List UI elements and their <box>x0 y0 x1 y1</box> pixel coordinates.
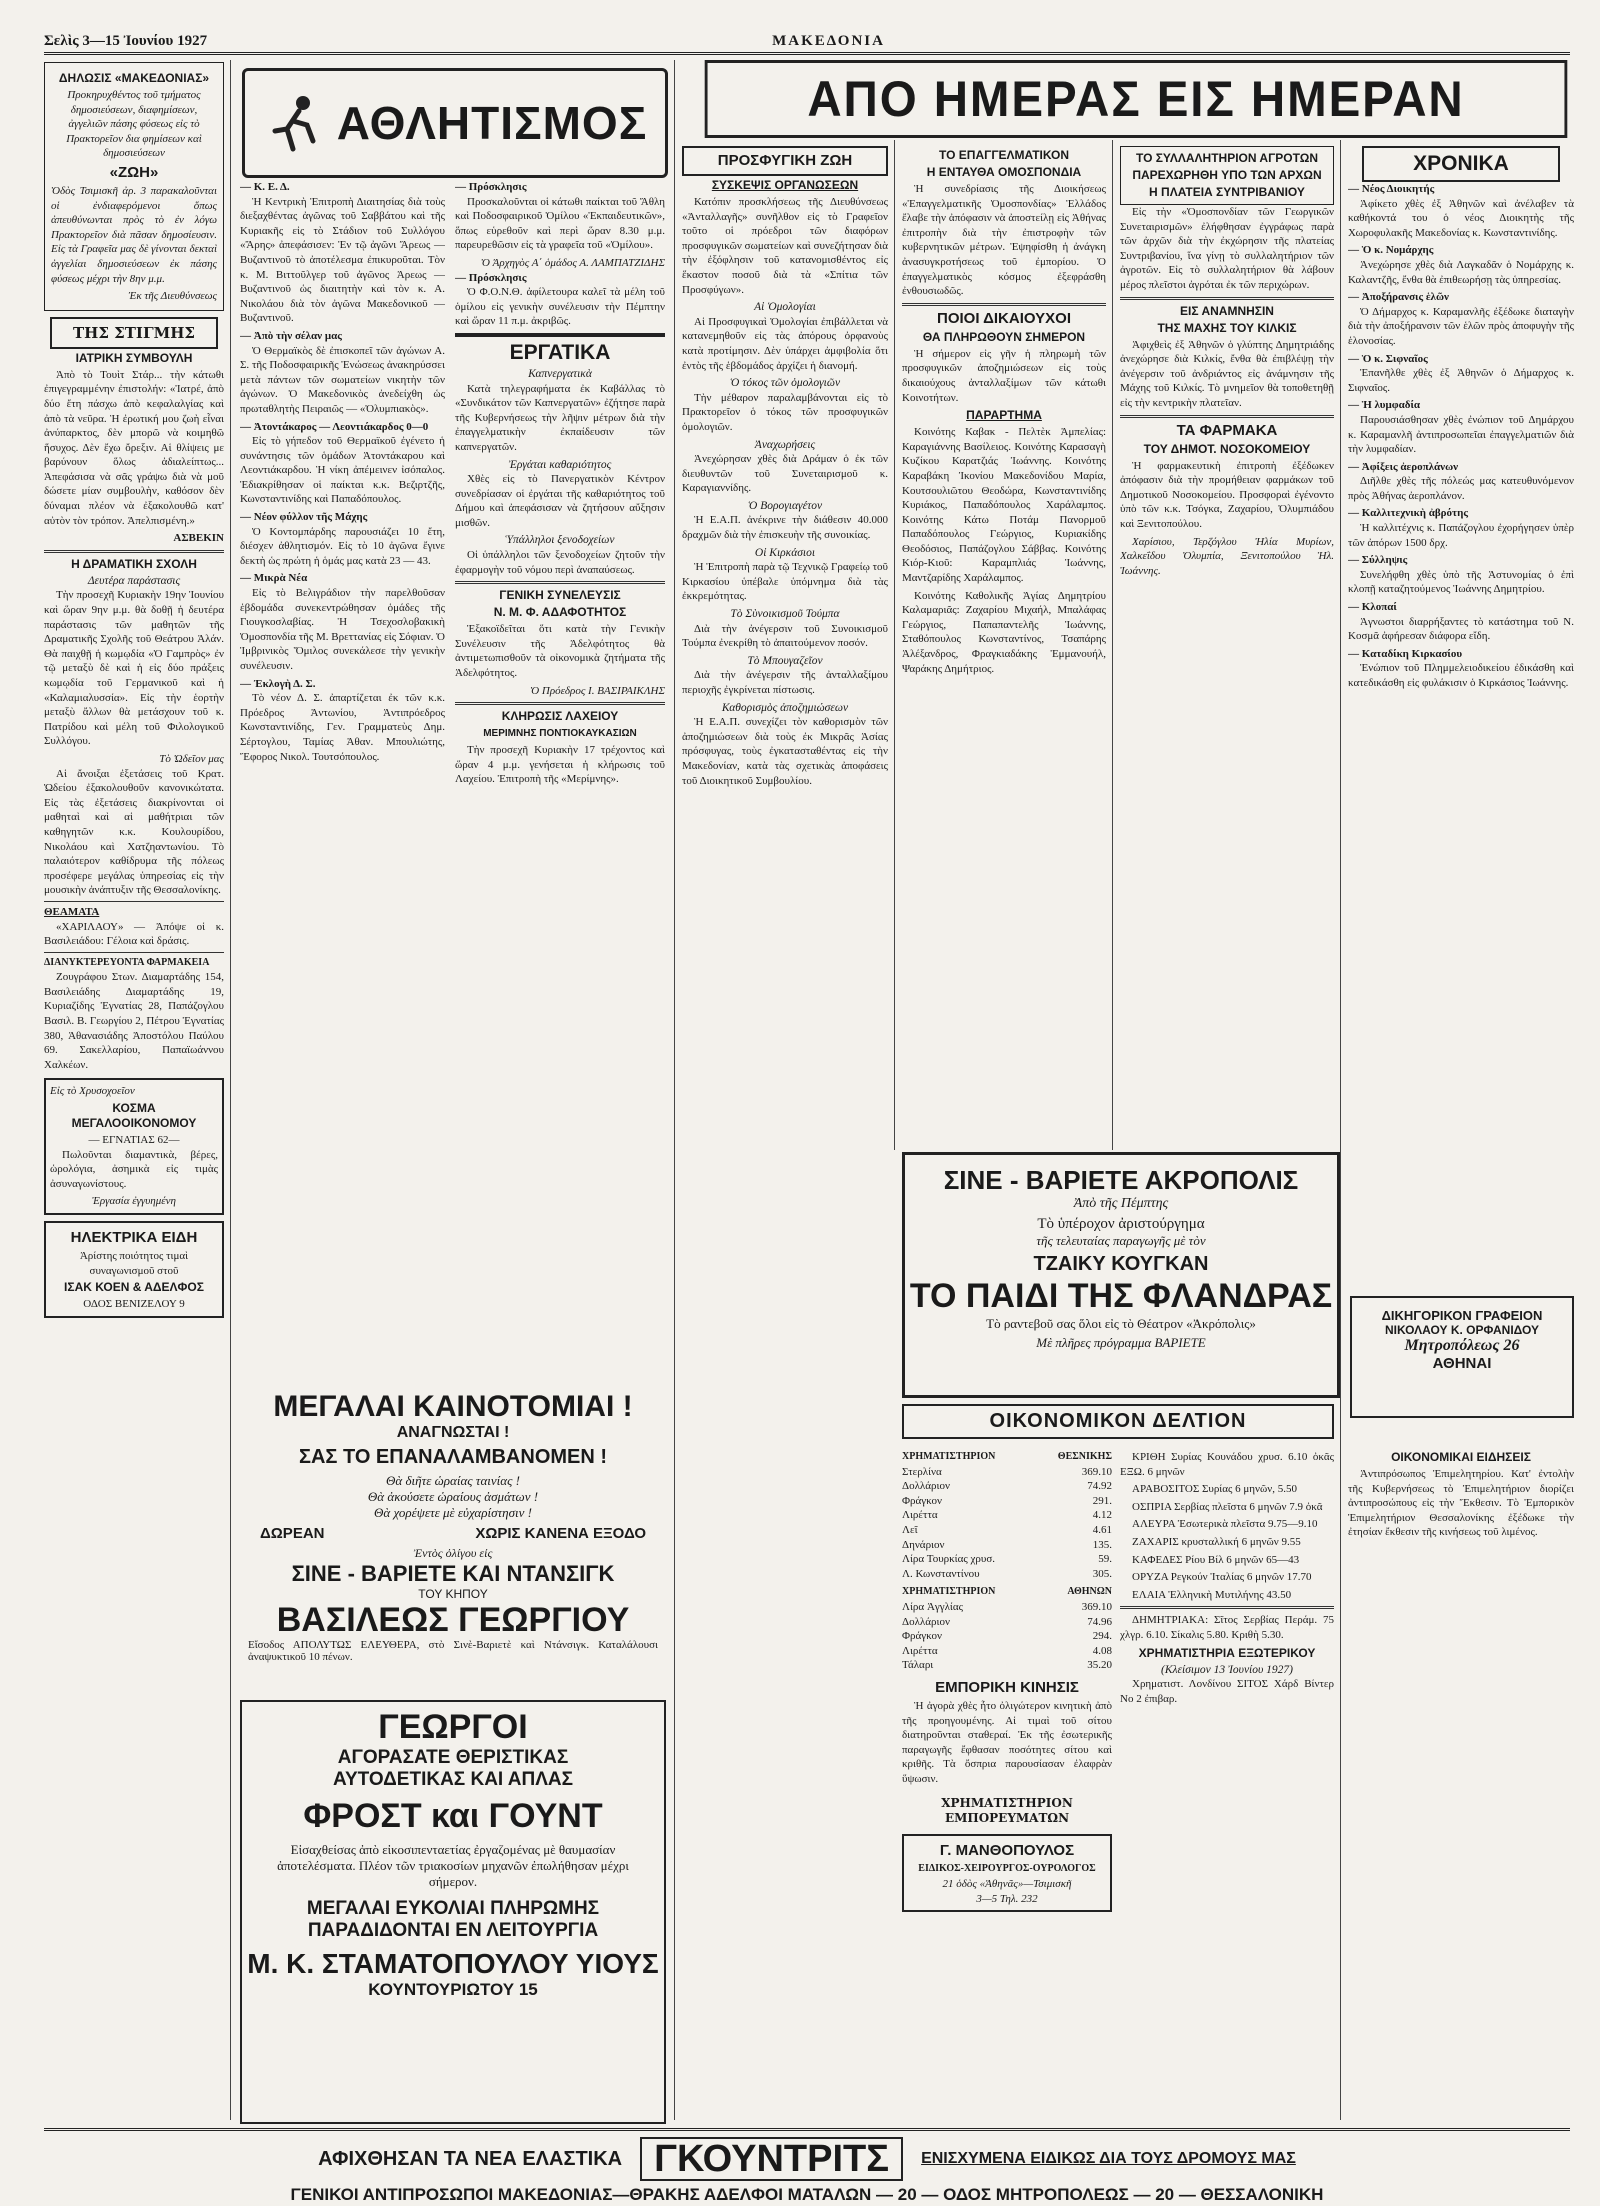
cinema-line: Μὲ πλῆρες πρόγραμμα ΒΑΡΙΕΤΕ <box>1036 1335 1206 1350</box>
column-rule <box>894 140 895 1150</box>
news-head: — Ἀποξήρανσις ἑλῶν <box>1348 291 1449 304</box>
beneficiaries-title: ΠΟΙΟΙ ΔΙΚΑΙΟΥΧΟΙ <box>937 309 1071 327</box>
refugee-subtitle: ΣΥΣΚΕΨΙΣ ΟΡΓΑΝΩΣΕΩΝ <box>711 178 859 192</box>
fx-row <box>902 1523 1112 1538</box>
athletics-item-head: — Μικρὰ Νέα <box>240 572 308 585</box>
fx-value: 291. <box>1092 1494 1112 1507</box>
refugee-body: Κατόπιν προσκλήσεως τῆς Διευθύνσεως «Ἀνταλλαγῆς» συνῆλθον εἰς τὸ Γραφεῖον τοῦτο οἱ πρόεδροι τῶν διαφόρων προσφυγικῶν σωματείων καὶ συνεζήτησαν διὰ τὴν ἐξόφλησιν τοῦ κατανομισθέντος εἰς ἕκαστον ποσοῦ διὰ τὰ «Σπίτια τῶν Προσφύγων». <box>682 196 888 296</box>
pharmacy-body: Ζουγράφου Στων. Διαμαρτάδης 154, Βασιλειάδης Διαμαρτάδης 19, Κυριαζίδης Ἐγνατίας 28, Παπάζογλου Βασιλ. Β. Γεωργίου 2, Πέτρου Ἐγνατίας 380, Ἀθανασιάδης Ἀποστόλου Παύλου 69. Σακελλαρίου, Παπαϊωάννου Χαλκέων. <box>44 971 224 1071</box>
frost-pay: ΜΕΓΑΛΑΙ ΕΥΚΟΛΙΑΙ ΠΛΗΡΩΜΗΣ <box>306 1898 600 1919</box>
refugee-item-head: Ὁ Βορογιαγέτον <box>747 499 823 512</box>
news-head: — Σύλληψις <box>1348 554 1408 567</box>
stigmi-signature: ΑΣΒΕΚΙΝ <box>173 532 224 545</box>
lottery-body: Τὴν προσεχῆ Κυριακὴν 17 τρέχοντος καὶ ὥραν 4 μ.μ. γενήσεται ἡ κλήρωσις τοῦ Λαχείου. Ἐπιτροπὴ τῆς «Μερίμνης». <box>455 744 665 786</box>
fx-row <box>902 1615 1112 1630</box>
fx-row <box>902 1567 1112 1582</box>
jeweler-ad <box>44 1078 224 1215</box>
news-body: Παρουσιάσθησαν χθὲς ἐνώπιον τοῦ Δημάρχου κ. Καραμανλῆ ἀντιπροσωπεῖαι ἐπαγγελματιῶν διὰ τὴν λυμφαδίαν. <box>1348 413 1574 456</box>
athletics-item-body: Ἡ Κεντρικὴ Ἐπιτροπὴ Διαιτησίας διὰ τοὺς διεξαχθέντας ἀγῶνας τοῦ Σαββάτου καὶ τῆς Κυριακῆς εἰς τὸ Στάδιον τοῦ Συλλόγου «Ἄρης» ἀπεφάσισεν: Ἐν τῷ ἀγῶνι Ἄρεως — Βυζαντινοῦ τὸ ἀποτέλεσμα ἐπικυροῦται. Τὸν κ. Μ. Βιττοῦλγερ τοῦ ἀγῶνος Ἀρεως — Βυζαντινοῦ ὡς διαιτητὴν καὶ τὸν κ. Α. Νικολάου διὰ τὸν ἀγῶνα Μακεδονικοῦ — Βυζαντινοῦ. <box>240 195 445 325</box>
ext-body: Χρηματιστ. Λονδίνου ΣΙΤΟΣ Χάρδ Βίντερ Νο 2 ἐπιβαρ. <box>1120 1678 1334 1705</box>
law-office-ad <box>1350 1296 1574 1418</box>
rally-title-box <box>1120 146 1334 205</box>
market-item: ΑΡΑΒΟΣΙΤΟΣ Συρίας 6 μηνῶν, 5.50 <box>1132 1483 1297 1496</box>
notice-signature: Ἐκ τῆς Διευθύνσεως <box>128 290 217 303</box>
news-body: Ἐπανῆλθε χθὲς ἐξ Ἀθηνῶν ὁ Δήμαρχος κ. Σιφναῖος. <box>1348 367 1574 394</box>
fx-currency: Λίρα Ἀγγλίας <box>902 1600 964 1613</box>
innovations-no-cost: ΧΩΡΙΣ ΚΑΝΕΝΑ ΕΞΟΔΟ <box>475 1525 646 1542</box>
medicine-signature: Χαρίσιου, Τερζόγλου Ἠλία Μυρίων, Χαλκεΐδου Ὀλυμπία, Ξενιτοπούλου Ἡλ. Ἰωάννης. <box>1120 535 1334 577</box>
column-rule <box>674 60 675 2120</box>
fx-row <box>902 1479 1112 1494</box>
column-rule <box>1112 140 1113 1150</box>
fx-currency: Φράγκον <box>902 1630 942 1643</box>
fx-head: ΘΕΣΝΙΚΗΣ <box>1057 1451 1112 1462</box>
rally-title: ΤΟ ΣΥΛΛΑΛΗΤΗΡΙΟΝ ΑΓΡΟΤΩΝ <box>1135 151 1319 165</box>
footer-line-2: ΓΕΝΙΚΟΙ ΑΝΤΙΠΡΟΣΩΠΟΙ ΜΑΚΕΔΟΝΙΑΣ—ΘΡΑΚΗΣ ΑΔΕΛΦΟΙ ΜΑΤΑΛΩΝ — 20 — ΟΔΟΣ ΜΗΤΡΟΠΟΛΕΩΣ — 20 — ΘΕΣΣΑΛΟΝΙΚΗ <box>290 2185 1324 2204</box>
athletics-title: ΑΘΛΗΤΙΣΜΟΣ <box>336 97 648 149</box>
general-assembly-body: Ἐξακοϊδεῖται ὅτι κατὰ τὴν Γενικὴν Συνέλευσιν τῆς Ἀδελφότητος θὰ ἀντιμετωπισθοῦν τὰ οἰκονομικὰ ζητήματα τῆς Ἀδελφότητος. <box>455 623 665 680</box>
xm-body: ΔΗΜΗΤΡΙΑΚΑ: Σῖτος Σερβίας Περάμ. 75 χλγρ. 6.10. Σίκαλις 5.80. Κριθὴ 5.30. <box>1120 1614 1334 1641</box>
athletics-item-body: Εἰς τὸ Βελιγράδιον τὴν παρελθοῦσαν ἑβδομάδα συνεκεντρώθησαν ὁμάδες τῆς Γιουγκοσλαβίας. Ἡ Τσεχοσλοβακικὴ Ὁμοσπονδία τῆς Μ. Βρεττανίας εἰς Σόφιαν. Ὁ Ἰμβρινικὸς Ὅμιλος συνεκάλεσε τὴν γενικὴν συνέλευσιν. <box>240 587 445 672</box>
lottery-title: ΚΛΗΡΩΣΙΣ ΛΑΧΕΙΟΥ <box>501 709 619 724</box>
fx-row <box>902 1552 1112 1567</box>
stigmi-title-box <box>50 317 218 349</box>
innovations-note: Εἴσοδος ΑΠΟΛΥΤΩΣ ΕΛΕΥΘΕΡΑ, στὸ Σινὲ-Βαριετὲ καὶ Ντάνσιγκ. Καταλάλουσι ἀναψυκτικοῦ 10 πένων. <box>248 1639 658 1663</box>
market-item: ΟΣΠΡΙΑ Σερβίας πλεῖστα 6 μηνῶν 7.9 ὀκᾶ <box>1132 1500 1323 1513</box>
fx-row <box>902 1494 1112 1509</box>
fx-title: ΧΡΗΜΑΤΙΣΤΗΡΙΟΝ <box>902 1451 996 1462</box>
labor-item-body: Οἱ ὑπάλληλοι τῶν ξενοδοχείων ζητοῦν τὴν ἐφαρμογὴν τοῦ νόμου περὶ ἀναπαύσεως. <box>455 549 665 576</box>
market-item: ΟΡΥΖΑ Ρεγκούν Ἰταλίας 6 μηνῶν 17.70 <box>1132 1571 1312 1584</box>
econ-news-body: Ἀντιπρόσωπος Ἐπιμελητηρίου. Κατ' ἐντολὴν τῆς Κυβερνήσεως τὸ Ἐπιμελητήριον διορίζει ἀντιπροσώπους εἰς τὴν Ἔκθεσιν. Τὸ Ἐμπορικὸν Ἐπιμελητήριον Θεσσαλονίκης ἐξέδωκε τὴν ἐτησίαν ἔκθεσιν τῆς κινήσεως τοῦ λιμένος. <box>1348 1468 1574 1539</box>
jeweler-ad-address: — ΕΓΝΑΤΙΑΣ 62— <box>88 1134 180 1147</box>
news-head: — Καταδίκη Κιρκασίου <box>1348 647 1463 660</box>
refugee-item-head: Οἱ Κιρκάσιοι <box>754 546 816 559</box>
invitation-body: Προσκαλοῦνται οἱ κάτωθι παίκται τοῦ Ἄθλη καὶ Ποδοσφαιρικοῦ Ὁμίλου «Ἐκπαιδευτικῶν», ὅπως εὑρεθοῦν καὶ περὶ ὥραν 8.30 μ.μ. παρευρεθῶσιν εἰς τὰ γραφεῖα τοῦ «Ὁμίλου». <box>455 195 665 252</box>
memorial-subtitle: ΤΗΣ ΜΑΧΗΣ ΤΟΥ ΚΙΛΚΙΣ <box>1157 320 1297 335</box>
theamata-title: ΘΕΑΜΑΤΑ <box>44 905 100 918</box>
labor-item-head: Καπνεργατικὰ <box>528 367 592 380</box>
innovations-item: Θὰ ἀκούσετε ὡραίους ἀσμάτων ! <box>367 1489 539 1504</box>
fx-row <box>902 1538 1112 1553</box>
professional-subtitle: Η ΕΝΤΑΥΘΑ ΟΜΟΣΠΟΝΔΙΑ <box>926 165 1082 179</box>
column-2a <box>240 180 445 1350</box>
fx-value: 4.08 <box>1092 1644 1112 1657</box>
fx2-head: ΑΘΗΝΩΝ <box>1067 1586 1112 1598</box>
athletics-banner <box>242 68 668 178</box>
fx-value: 369.10 <box>1081 1600 1112 1613</box>
chronika-title: ΧΡΟΝΙΚΑ <box>1413 152 1509 175</box>
ext-sub: (Κλείσιμον 13 Ἰουνίου 1927) <box>1161 1663 1293 1676</box>
ergatika-title: ΕΡΓΑΤΙΚΑ <box>509 340 611 364</box>
electric-ad-title: ΗΛΕΚΤΡΙΚΑ ΕΙΔΗ <box>70 1229 198 1246</box>
notice-body-2: Ὁδὸς Τσιμισκῆ ἀρ. 3 παρακαλοῦνται οἱ ἐνδιαφερόμενοι ὅπως ἀπευθύνωνται πρὸς τὸ ἐν λόγω Πρακτορεῖον διὰ πᾶσαν δημοσίευσιν. Εἰς τὰ Γραφεῖα μας δὲ γίνονται δεκταὶ ἀγγελίαι δημοσιεύσεων ἐκ πάσης φύσεως μέχρι τὴν 8ην μ.μ. <box>51 184 217 285</box>
stigmi-body: Ἀπὸ τὸ Τουὶτ Στάρ... τὴν κάτωθι ἐπιγεγραμμένην ἐπιστολήν: «Ἰατρέ, ἀπὸ δύο ἔτη πάσχω ἀπὸ κεφαλαλγίας καὶ ἀπὸ τὰ νεῦρα. Ἡ ἐρωτική μου ζωὴ εἶναι ἀνύπαρκτος, δὲν μπορῶ νὰ κοιμηθῶ ἥσυχος. Δὲν ἔχω ὄρεξιν. Αἱ θλίψεις με βαρύνουν ὅλως ἀδιαλείπτως... Ἀπεφάσισα νὰ σᾶς γράψω διὰ νὰ μοῦ δώσετε μίαν συμβουλὴν, καθόσον δὲν δύναμαι πλέον νὰ ἐξακολουθῶ κατ' αὐτὸν τὸν τρόπον. Ἀπελπισμένη.» <box>44 368 224 527</box>
law-office-city: ΑΘΗΝΑΙ <box>1432 1355 1492 1372</box>
news-head: — Κλοπαί <box>1348 601 1397 614</box>
refugee-item-head: Ἀναχωρήσεις <box>754 438 816 451</box>
xm-title: ΧΡΗΜΑΤΙΣΤΗΡΙΟΝ ΕΜΠΟΡΕΥΜΑΤΩΝ <box>941 1796 1073 1826</box>
commerce-body: Ἡ ἀγορὰ χθὲς ἦτο ὀλιγώτερον κινητικὴ ἀπὸ τῆς προηγουμένης. Αἱ τιμαὶ τοῦ σίτου διατηροῦνται σταθεραί. Ἐκ τῆς ἐσωτερικῆς παραγωγῆς ἔφθασαν ποσότητες σίτου καὶ κριθῆς. Τὰ ὄσπρια παρουσίασαν ἐλαφρὰν ὕψωσιν. <box>902 1699 1112 1785</box>
doctor-phone: 3—5 Τηλ. 232 <box>976 1892 1038 1905</box>
cinema-star: ΤΖΑΙΚΥ ΚΟΥΓΚΑΝ <box>1033 1253 1209 1275</box>
athletics-item-body: Τὸ νέον Δ. Σ. ἀπαρτίζεται ἐκ τῶν κ.κ. Πρόεδρος Ἀντωνίου, Ἀντιπρόεδρος Κωνσταντινίδης, Γεν. Γραμματεὺς Δημ. Σέρτογλου, Ταμίας Ἀθαν. Μπουλιώτης, Ἔφορος Νικολ. Τουτσόπουλος. <box>240 692 445 763</box>
market-item: ΚΡΙΘΗ Συρίας Κουνάδου χρυσ. 6.10 ὀκᾶς ΕΞΩ. 6 μηνῶν <box>1120 1451 1334 1478</box>
refugee-item-body: Ἡ Ε.Α.Π. ἀνέκρινε τὴν διάθεσιν 40.000 δραχμῶν διὰ τὴν ἐπισκευὴν τῆς συνοικίας. <box>682 514 888 542</box>
fx-value: 369.10 <box>1081 1465 1112 1478</box>
cinema-title: ΣΙΝΕ - ΒΑΡΙΕΤΕ ΑΚΡΟΠΟΛΙΣ <box>943 1165 1299 1195</box>
innovations-ad <box>240 1390 666 1690</box>
news-body: Ἐνώπιον τοῦ Πλημμελειοδικείου ἐδικάσθη καὶ κατεδικάσθη εἰς φυλάκισιν ὁ Κιρκάσιος Ἰωάννης. <box>1348 662 1574 689</box>
electric-ad-address: ΟΔΟΣ ΒΕΝΙΖΕΛΟΥ 9 <box>83 1298 185 1311</box>
fx-currency: Λ. Κωνσταντίνου <box>902 1567 980 1580</box>
news-body: Ὁ Δήμαρχος κ. Καραμανλῆς ἐξέδωκε διαταγὴν διὰ τὴν ἀποξήρανσιν τῶν ἑλῶν πρὸς ἀποφυγὴν τῆς ἑλονοσίας. <box>1348 305 1574 347</box>
market-item: ΖΑΧΑΡΙΣ κρυσταλλική 6 μηνῶν 9.55 <box>1132 1535 1301 1548</box>
rally-body: Εἰς τὴν «Ὁμοσπονδίαν τῶν Γεωργικῶν Συνεταιρισμῶν» ἐλήφθησαν ἐγγράφως παρὰ τῶν ἀρχῶν διὰ τὴν ἐκχώρησιν τῆς πλατείας Συντριβανίου, ἵνα γίνῃ τὸ συλλαλητήριον τῶν ἀγροτῶν. Εἰς τὸ συλλαλητήριον θὰ λάβουν μέρος πλεῖστοι ἀγρόται ἐκ τῶν περιχώρων. <box>1120 206 1334 291</box>
fx-currency: Τάλαρι <box>902 1659 934 1672</box>
athletics-item-head: — Κ. Ε. Δ. <box>240 181 290 193</box>
economic-column-1 <box>902 1450 1112 2120</box>
athletics-item-head: — Ἀτοντάκαρος — Λεοντιάκαρδος 0—0 <box>240 420 429 433</box>
athletics-item-body: Ὁ Θερμαϊκὸς δὲ ἐπισκοπεῖ τῶν ἀγώνων Α. Σ. τῆς Ποδοσφαιρικῆς Ἑνώσεως ἀνακηρύσσει μετὰ πάντων τῶν σωματείων νικητὴν τῶν ἀγώνων. Ὁ Μακεδονικὸς ἀνεδείχθη ὡς πρωταθλητὴς Πειραιῶς — «Ὀλυμπιακὸς». <box>240 344 445 415</box>
doctor-address: 21 ὁδὸς «Ἀθηνᾶς»—Τσιμισκῆ <box>942 1878 1072 1891</box>
general-assembly-signature: Ὁ Πρόεδρος Ι. ΒΑΣΙΡΑΙΚΛΗΣ <box>530 684 665 697</box>
refugee-title-box <box>682 146 888 176</box>
athletics-item-head: — Νέον φύλλον τῆς Μάχης <box>240 511 368 524</box>
electric-ad <box>44 1221 224 1318</box>
frost-firm: Μ. Κ. ΣΤΑΜΑΤΟΠΟΥΛΟΥ ΥΙΟΥΣ <box>247 1948 659 1979</box>
column-rule <box>230 60 231 2120</box>
refugee-item-body: Ἡ Ἐπιτροπὴ παρὰ τῷ Τεχνικῷ Γραφείῳ τοῦ Κιρκασίου ὑπέβαλε ὑπόμνημα διὰ τὰς ἐκκρεμότητας. <box>682 561 888 603</box>
athletics-item-head: — Ἐκλογὴ Δ. Σ. <box>240 677 316 690</box>
cinema-akropolis-ad <box>902 1152 1340 1398</box>
notice-body: Προκηρυχθέντος τοῦ τμήματος δημοσιεύσεων, διαφημίσεων, ἀγγελιῶν πάσης φύσεως εἰς τὸ Πρακτορεῖον δια φημίσεων καὶ δημοσιεύσεων <box>66 89 202 160</box>
invitation-body: Ὁ Φ.Ο.Ν.Θ. ἀφίλετουρα καλεῖ τὰ μέλη τοῦ ὁμίλου εἰς γενικὴν συνέλευσιν τὴν Πέμπτην καὶ ὥραν 11 π.μ. ἀκριβῶς. <box>455 286 665 328</box>
cinema-sub: Ἀπὸ τῆς Πέμπτης <box>1073 1196 1169 1211</box>
news-body: Διῆλθε χθὲς τῆς πόλεώς μας κατευθυνόμενον πρὸς Ἀθήνας ἀεροπλάνον. <box>1348 475 1574 502</box>
labor-item-head: Ἐργάται καθαριότητος <box>508 458 612 471</box>
law-office-title: ΔΙΚΗΓΟΡΙΚΟΝ ΓΡΑΦΕΙΟΝ <box>1381 1308 1543 1323</box>
fx2-title: ΧΡΗΜΑΤΙΣΤΗΡΙΟΝ <box>902 1586 996 1598</box>
theater-subtitle: Δευτέρα παράστασις <box>87 574 181 587</box>
fx-row <box>902 1508 1112 1523</box>
athletics-item-head: — Ἀπὸ τὴν σέλαν μας <box>240 329 342 342</box>
refugee-item-head: Τὸ Σὺνοικισμοῦ Τούμπα <box>730 608 840 621</box>
fx-table <box>902 1465 1112 1582</box>
column-6 <box>1348 146 1574 1426</box>
column-4 <box>902 146 1106 1146</box>
frost-sub2: ΑΥΤΟΔΕΤΙΚΑΣ ΚΑΙ ΑΠΛΑΣ <box>332 1769 574 1790</box>
appendix-body: Κοινότης Καβακ - Πελτὲκ Ἀμπελίας: Καραγιάννης Βασίλειος. Κοινότης Καρασαγὴ Κυζίκου Καρατζιάς Ἰωάννης. Κοινότης Καραβάκη Ἰκονίου Μακεδονίδου Μαρία, Κουτσουλιῶτου Θεοδώρα, Κωνσταντινίδης Κυριάκος, Παπαδόπουλος Χαράλαμπος. Κοινότης Κάτω Ποτάμ Πανορμοῦ Παπαδόπουλος Γεώργιος, Κυριακίδης Θεοδόσιος, Παπάζογλου Σάββας. Κοινότης Κιόρ-Κιοῦ: Καραμπλιάς Ἰωάννης, Μαντζαρίδης Χαράλαμπος. <box>902 426 1106 585</box>
commerce-title: ΕΜΠΟΡΙΚΗ ΚΙΝΗΣΙΣ <box>935 1678 1079 1696</box>
stigmi-title: ΤΗΣ ΣΤΙΓΜΗΣ <box>73 323 195 342</box>
appendix-title: ΠΑΡΑΡΤΗΜΑ <box>966 408 1042 423</box>
footer-brand: ΓΚΟΥΝΤΡΙΤΣ <box>640 2137 903 2181</box>
refugee-item-head: Ὁ τόκος τῶν ὁμολογιῶν <box>729 377 841 390</box>
fx-value: 305. <box>1092 1567 1112 1580</box>
refugee-item-body: Διὰ τὴν ἀνέγερσιν τῆς ἀνταλλαξίμου περιοχῆς ἐγκρίνεται πίστωσις. <box>682 669 888 696</box>
fx-row <box>902 1644 1112 1659</box>
medicine-title: ΤΑ ΦΑΡΜΑΚΑ <box>1176 421 1278 439</box>
footer-ad <box>44 2128 1570 2203</box>
fx-row <box>902 1600 1112 1615</box>
stigmi-subtitle: ΙΑΤΡΙΚΗ ΣΥΜΒΟΥΛΗ <box>75 350 193 365</box>
news-head: — Ὁ κ. Νομάρχης <box>1348 244 1434 257</box>
rally-subtitle-2: Η ΠΛΑΤΕΙΑ ΣΥΝΤΡΙΒΑΝΙΟΥ <box>1149 185 1305 199</box>
fx-currency: Λιρέττα <box>902 1644 938 1657</box>
news-body: Ἀγνωστοι διαρρήξαντες τὸ κατάστημα τοῦ Ν. Κοσμᾶ ἀφήρεσαν διάφορα εἴδη. <box>1348 615 1574 643</box>
market-item: ΚΑΦΕΔΕΣ Ρίου Βίλ 6 μηνῶν 65—43 <box>1132 1553 1300 1566</box>
fx-currency: Δολλάριον <box>902 1615 950 1628</box>
frost-title: ΓΕΩΡΓΟΙ <box>378 1708 528 1746</box>
electric-ad-firm: ΙΣΑΚ ΚΟΕΝ & ΑΔΕΛΦΟΣ <box>64 1280 204 1295</box>
pharmacy-title: ΔΙΑΝΥΚΤΕΡΕΥΟΝΤΑ ΦΑΡΜΑΚΕΙΑ <box>44 956 210 968</box>
fx-currency: Δηνάριον <box>902 1538 945 1551</box>
fx-currency: Φράγκον <box>902 1494 942 1507</box>
athletics-item-body: Ὁ Κοντομπάρδης παρουσιάζει 10 ἔτη, διέσχεν ἀθλητισμόν. Εἰς τὸ 10 ἀγῶνα ἔγινε δεκτὴ ὡς πρώτη ἡ ὁμάς μας κατὰ 23 — 43. <box>240 525 445 567</box>
electric-ad-body: Ἀρίστης ποιότητος τιμαὶ συναγωνισμοῦ στοῦ <box>79 1250 189 1277</box>
beneficiaries-subtitle: ΘΑ ΠΛΗΡΩΘΟΥΝ ΣΗΜΕΡΟΝ <box>922 329 1086 344</box>
law-office-name: ΝΙΚΟΛΑΟΥ Κ. ΟΡΦΑΝΙΔΟΥ <box>1385 1323 1539 1337</box>
innovations-item: Θὰ χορέψετε μὲ εὐχαρίστησιν ! <box>374 1505 532 1520</box>
cinema-line: Τὸ ραντεβοῦ σας ὅλοι εἰς τὸ Θέατρον «Ἀκρόπολις» <box>986 1316 1256 1331</box>
fx-currency: Δολλάριον <box>902 1480 950 1493</box>
frost-body: Εἰσαχθείσας ἀπὸ εἰκοσιπενταετίας ἐργαζομένας μὲ θαυμασίαν ἀποτελέσματα. Πλέον τῶν τριακοσίων μηχανῶν ἐπωλήθησαν μέχρι σήμερον. <box>277 1842 629 1889</box>
jeweler-ad-sub: Εἰς τὸ Χρυσοχοεῖον <box>50 1085 135 1098</box>
fx-row <box>902 1629 1112 1644</box>
refugee-title: ΠΡΟΣΦΥΓΙΚΗ ΖΩΗ <box>717 152 853 169</box>
masthead: ΜΑΚΕΔΟΝΙΑ <box>772 32 885 49</box>
fx-value: 135. <box>1092 1538 1112 1551</box>
column-2b <box>455 180 665 1350</box>
economic-column-3 <box>1348 1420 1574 2120</box>
news-body: Ἀνεχώρησε χθὲς διὰ Λαγκαδᾶν ὁ Νομάρχης κ. Καλαντζῆς, ἔνθα θὰ ἐπιθεωρήσῃ τὰς ὑπηρεσίας. <box>1348 258 1574 286</box>
fx-value: 4.61 <box>1092 1523 1112 1536</box>
medicine-body: Ἡ φαρμακευτικὴ ἐπιτροπὴ ἐξέδωκεν ἀπόφασιν διὰ τὴν προμήθειαν φαρμάκων τοῦ Δημοτικοῦ Νοσοκομείου. Προσφοραὶ ἐγένοντο ὑπὸ τῶν κ.κ. Τσόγκα, Ζαχαρίου, Ὀλυμπιάδου καὶ Ξενιτοπούλου. <box>1120 459 1334 530</box>
rally-subtitle: ΠΑΡΕΧΩΡΗΘΗ ΥΠΟ ΤΩΝ ΑΡΧΩΝ <box>1132 168 1322 182</box>
theater-body: Τὴν προσεχῆ Κυριακὴν 19ην Ἰουνίου καὶ ὥραν 9ην μ.μ. θὰ δοθῇ ἡ δευτέρα παράστασις τῶν μαθητῶν τῆς Δραματικῆς Σχολῆς τοῦ Θεάτρου Ἀλάν. Θὰ παιχθῇ ἡ κωμῳδία «Ὁ Γαμπρὸς» ἐν τῷ μεταξὺ δὲ καὶ ἡ εἰς δύο πράξεις κωμῳδία τοῦ Γερμανικοῦ καὶ ἡ «Καλαμιαλυσσία». Εἰς τὴν ἑορτὴν μεταξὺ ἄλλων θὰ μετάσχουν τοῦ κ. Πατρίδου καὶ μέλη τοῦ Φιλολογικοῦ Συλλόγου. <box>44 589 224 748</box>
market-item: ΑΛΕΥΡΑ Ἐσωτερικὰ πλεῖστα 9.75—9.10 <box>1132 1518 1318 1531</box>
odeion-title: Τὸ Ὠδεῖον μας <box>159 752 224 765</box>
fx-currency: Στερλίνα <box>902 1465 942 1478</box>
general-assembly-subtitle: Ν. Μ. Φ. ΑΔΑΦΟΤΗΤΟΣ <box>493 605 627 620</box>
fx-value: 4.12 <box>1092 1509 1112 1522</box>
athletics-item-body: Εἰς τὸ γήπεδον τοῦ Θερμαϊκοῦ ἐγένετο ἡ συνάντησις τῶν ὁμάδων Ἀτοντάκαρου καὶ Λεοντιάκαρδου. Ἡ νίκη ἀπέμεινεν ἰσόπαλος. Ἐδιακρίθησαν οἱ παίκται κ.κ. Βεζιρτζῆς, Κωνσταντινίδης καὶ Παπαδόπουλος. <box>240 435 445 506</box>
fx-currency: Λεῖ <box>902 1523 918 1536</box>
memorial-body: Ἀφιχθεὶς ἐξ Ἀθηνῶν ὁ γλύπτης Δημητριάδης ἀνεχώρησε διὰ Κιλκίς, ἔνθα θὰ ἐπιβλέψῃ τὴν ἀνέγερσιν τοῦ ἀνδριάντος εἰς ἀνάμνησιν τῆς Μάχης τοῦ Κιλκίς. Τὸ μνημεῖον θὰ τοποθετηθῇ εἰς τὴν κεντρικὴν πλατεῖαν. <box>1120 338 1334 409</box>
news-body: Ἡ καλλιτέχνις κ. Παπάζογλου ἐχορήγησεν ὑπὲρ τῶν ἀπόρων 1500 δρχ. <box>1348 522 1574 549</box>
refugee-item-head: Τὸ Μπουγαζεῖον <box>747 654 823 667</box>
column-1 <box>44 62 224 2122</box>
labor-item-head: Ὑπάλληλοι ξενοδοχείων <box>505 534 615 547</box>
fx-row <box>902 1658 1112 1673</box>
news-head: — Ἀφίξεις ἀεροπλάνων <box>1348 460 1459 473</box>
notice-box <box>44 62 224 311</box>
cinema-line: Τὸ ὑπέροχον ἀριστούργημα <box>1037 1216 1205 1232</box>
news-body: Συνελήφθη χθὲς ὑπὸ τῆς Ἀστυνομίας ὁ ἐπὶ κλοπῇ καταζητούμενος Ἰωάννης Δημητρίου. <box>1348 568 1574 596</box>
memorial-title: ΕΙΣ ΑΝΑΜΝΗΣΙΝ <box>1180 303 1274 318</box>
innovations-name: ΒΑΣΙΛΕΩΣ ΓΕΩΡΓΙΟΥ <box>276 1601 630 1639</box>
fx-value: 294. <box>1092 1630 1112 1643</box>
innovations-of: ΤΟΥ ΚΗΠΟΥ <box>418 1587 488 1601</box>
cinema-film: ΤΟ ΠΑΙΔΙ ΤΗΣ ΦΛΑΝΔΡΑΣ <box>909 1277 1333 1315</box>
fx-value: 74.96 <box>1087 1615 1112 1628</box>
column-3 <box>682 146 888 1146</box>
fx-value: 35.20 <box>1087 1659 1112 1672</box>
theater-title: Η ΔΡΑΜΑΤΙΚΗ ΣΧΟΛΗ <box>71 556 197 571</box>
innovations-item: Θὰ διῆτε ὡραίας ταινίας ! <box>386 1473 520 1488</box>
doctor-ad <box>902 1834 1112 1912</box>
innovations-title: ΜΕΓΑΛΑΙ ΚΑΙΝΟΤΟΜΙΑΙ ! <box>273 1390 633 1423</box>
ext-title: ΧΡΗΜΑΤΙΣΤΗΡΙΑ ΕΞΩΤΕΡΙΚΟΥ <box>1138 1645 1316 1660</box>
jeweler-ad-body: Πωλοῦνται διαμαντικὰ, βέρες, ὡρολόγια, ἀσημικὰ εἰς τιμὰς ἀσυναγωνίστους. <box>50 1148 218 1190</box>
notice-title: ΔΗΛΩΣΙΣ «ΜΑΚΕΔΟΝΙΑΣ» <box>58 71 210 85</box>
news-head: — Νέος Διοικητής <box>1348 183 1435 195</box>
chronika-title-box <box>1362 146 1560 182</box>
jeweler-ad-foot: Ἐργασία ἐγγυημένη <box>92 1195 176 1208</box>
econ-news-title: ΟΙΚΟΝΟΜΙΚΑΙ ΕΙΔΗΣΕΙΣ <box>1391 1450 1531 1464</box>
labor-item-body: Χθὲς εἰς τὸ Πανεργατικὸν Κέντρον συνεδρίασαν οἱ ἐργάται τῆς καθαριότητος τοῦ Δήμου καὶ ἀπεφάσισαν νὰ ζητήσουν αὔξησιν μισθῶν. <box>455 473 665 529</box>
fx-row <box>902 1465 1112 1480</box>
refugee-item-head: Αἱ Ὁμολογίαι <box>754 301 816 314</box>
invitation-head: — Πρόσκλησις <box>455 181 527 193</box>
fx-currency: Λιρέττα <box>902 1509 938 1522</box>
economic-title: ΟΙΚΟΝΟΜΙΚΟΝ ΔΕΛΤΙΟΝ <box>902 1404 1334 1439</box>
law-office-address: Μητροπόλεως 26 <box>1404 1337 1520 1354</box>
doctor-specialty: ΕΙΔΙΚΟΣ-ΧΕΙΡΟΥΡΓΟΣ-ΟΥΡΟΛΟΓΟΣ <box>918 1863 1096 1875</box>
theamata-body: «ΧΑΡΙΛΑΟΥ» — Ἀπόψε οἱ κ. Βασιλειάδου: Γέλοια καὶ δράσις. <box>44 920 224 948</box>
invitation-head: — Πρόσκλησις <box>455 271 527 284</box>
general-assembly-title: ΓΕΝΙΚΗ ΣΥΝΕΛΕΥΣΙΣ <box>499 588 621 603</box>
fx-currency: Λίρα Τουρκίας χρυσ. <box>902 1553 996 1566</box>
page-header <box>44 30 1570 55</box>
frost-sub: ΑΓΟΡΑΣΑΤΕ ΘΕΡΙΣΤΙΚΑΣ <box>337 1747 569 1768</box>
news-head: — Καλλιτεχνικὴ ἀβρότης <box>1348 507 1469 520</box>
invitation-signature: Ὁ Ἀρχηγὸς Α΄ ὁμάδος Α. ΛΑΜΠΑΤΖΙΔΗΣ <box>480 256 665 269</box>
refugee-item-body: Ἀνεχώρησαν χθὲς διὰ Δράμαν ὁ ἐκ τῶν διευθυντῶν τοῦ Συνεταιρισμοῦ κ. Καραγιαννίδης. <box>682 453 888 495</box>
cinema-line: τῆς τελευταίας παραγωγῆς μὲ τὸν <box>1036 1233 1206 1248</box>
frost-delivery: ΠΑΡΑΔΙΔΟΝΤΑΙ ΕΝ ΛΕΙΤΟΥΡΓΙΑ <box>307 1920 599 1941</box>
beneficiaries-body: Ἡ σήμερον εἰς γῆν ἡ πληρωμὴ τῶν προσφυγικῶν ἀποζημιώσεων εἰς τοὺς δικαιούχους ἀνταλλαξίμων τῶν κάτωθι Κοινοτήτων. <box>902 347 1106 404</box>
frost-brand: ΦΡΟΣΤ και ΓΟΥΝΤ <box>303 1797 603 1835</box>
labor-item-body: Κατὰ τηλεγραφήματα ἐκ Καβάλλας τὸ «Συνδικάτον τῶν Καπνεργατῶν» ἐζήτησε παρὰ τῆς Κυβερνήσεως τὴν λῆψιν μέτρων διὰ τὴν ἐπαγγελματικὴν ἐκπαίδευσιν τῶν καπνεργατῶν. <box>455 382 665 453</box>
professional-body: Ἡ συνεδρίασις τῆς Διοικήσεως «Ἐπαγγελματικῆς Ὁμοσπονδίας» Ἑλλάδος ἔλαβε τὴν ἀπόφασιν νὰ ἀποστείλῃ εἰς Ἀθήνας ἐπιτροπὴν διὰ τὴν ἐπιστροφὴν τῶν κυβερνητικῶν μέτρων. Ἐψηφίσθη ἡ ἀνάγκη ἀνασυγκροτήσεως τοῦ ἐμπορίου. Ὁ ἐπαγγελματικὸς κόσμος ἐξεφράσθη ἐνθουσιωδῶς. <box>902 183 1106 298</box>
refugee-item-body: Ἡ Ε.Α.Π. συνεχίζει τὸν καθορισμὸν τῶν ἀποζημιώσεων διὰ τοὺς ἐκ Μικρᾶς Ἀσίας πρόσφυγας, τοὺς ἐγκατασταθέντας εἰς τὴν Μακεδονίαν, κατὰ τὰς σχετικὰς ἀποφάσεις τοῦ Διοικητικοῦ Συμβουλίου. <box>682 716 888 787</box>
professional-title: ΤΟ ΕΠΑΓΓΕΛΜΑΤΙΚΟΝ <box>939 148 1069 162</box>
medicine-subtitle: ΤΟΥ ΔΗΜΟΤ. ΝΟΣΟΚΟΜΕΙΟΥ <box>1143 441 1311 456</box>
refugee-item-body: Τὴν μέθαρον παραλαμβάνονται εἰς τὸ Πρακτορεῖον ὁ τόκος τῶν προσφυγικῶν ὁμολογιῶν. <box>682 391 888 433</box>
news-body: Ἀφίκετο χθὲς ἐξ Ἀθηνῶν καὶ ἀνέλαβεν τὰ καθήκοντά του ὁ νέος Διοικητὴς τῆς Χωροφυλακῆς Μακεδονίας κ. Κωνσταντινίδης. <box>1348 197 1574 239</box>
innovations-line: ΣΑΣ ΤΟ ΕΠΑΝΑΛΑΜΒΑΝΟΜΕΝ ! <box>298 1446 608 1468</box>
refugee-item-head: Καθορισμὸς ἀποζημιώσεων <box>721 701 849 714</box>
refugee-item-body: Αἱ Προσφυγικαὶ Ὁμολογίαι ἐπιβάλλεται νὰ κατανεμηθοῦν εἰς τὰς ἀπόρους ὀρφανοὺς κατὰ προτίμησιν. Δὲν ὑπάρχει ἀμφιβολία ὅτι ἐντὸς τῆς ἑβδομάδος ἀρχίζει ἡ διανομή. <box>682 315 888 372</box>
fx-value: 59. <box>1098 1553 1112 1566</box>
fx2-table <box>902 1600 1112 1673</box>
footer-right: ΕΝΙΣΧΥΜΕΝΑ ΕΙΔΙΚΩΣ ΔΙΑ ΤΟΥΣ ΔΡΟΜΟΥΣ ΜΑΣ <box>921 2150 1296 2167</box>
innovations-free: ΔΩΡΕΑΝ <box>260 1525 325 1542</box>
appendix-body-2: Κοινότης Καθολικῆς Ἁγίας Δημητρίου Καλαμαριᾶς: Ζαχαρίου Μιχαήλ, Μπαλάφας Γεώργιος, Παπαπαντελῆς Ἰωάννης, Σταθόπουλος Κωνσταντίνος, Τσαπάρης Ἀλέξανδρος, Φραγκιαδάκης Ἐμμανουήλ, Ψαράκης Δημήτριος. <box>902 589 1106 675</box>
economic-column-2 <box>1120 1450 1334 2120</box>
frost-wood-ad <box>240 1700 666 2124</box>
innovations-sub: ΑΝΑΓΝΩΣΤΑΙ ! <box>396 1424 510 1441</box>
innovations-pre: Ἐντὸς ὀλίγου εἰς <box>413 1546 493 1560</box>
runner-icon <box>263 91 327 155</box>
frost-address: ΚΟΥΝΤΟΥΡΙΩΤΟΥ 15 <box>368 1980 538 1999</box>
page-date: Σελὶς 3—15 Ἰουνίου 1927 <box>44 32 208 49</box>
day-to-day-banner: ΑΠΟ ΗΜΕΡΑΣ ΕΙΣ ΗΜΕΡΑΝ <box>705 60 1568 138</box>
news-head: — Ὁ κ. Σιφναῖος <box>1348 352 1428 365</box>
news-head: — Ἡ λυμφαδία <box>1348 399 1420 412</box>
odeion-body: Αἱ ἄνοιξαι ἐξετάσεις τοῦ Κρατ. Ὠδείου ἐξακολουθοῦν κανονικώτατα. Εἰς τὰς ἐξετάσεις διακρίνονται οἱ μαθηταὶ καὶ αἱ μαθήτριαι τῶν καθηγητῶν κ.κ. Κουλουρίδου, Νικολάου καὶ Χατζηαντωνίου. Τὸ παλαιότερον καθίδρυμα τῆς πόλεως προσέφερε μεγάλας ὑπηρεσίας εἰς τὴν μουσικὴν ἀνάπτυξιν τῆς Θεσσαλονίκης. <box>44 767 224 897</box>
doctor-name: Γ. ΜΑΝΘΟΠΟΥΛΟΣ <box>939 1842 1075 1860</box>
refugee-item-body: Διὰ τὴν ἀνέγερσιν τοῦ Συνοικισμοῦ Τούμπα ἐνεκρίθη τὸ ἀπαιτούμενον ποσόν. <box>682 622 888 650</box>
column-rule <box>1340 140 1341 2120</box>
innovations-cinema: ΣΙΝΕ - ΒΑΡΙΕΤΕ ΚΑΙ ΝΤΑΝΣΙΓΚ <box>291 1561 615 1586</box>
notice-brand: «ΖΩΗ» <box>109 163 159 181</box>
market-item: ΕΛΑΙΑ Ἑλληνικὴ Μυτιλήνης 43.50 <box>1132 1588 1292 1601</box>
footer-left: ΑΦΙΧΘΗΣΑΝ ΤΑ ΝΕΑ ΕΛΑΣΤΙΚΑ <box>318 2147 623 2170</box>
column-5 <box>1120 146 1334 1146</box>
lottery-subtitle: ΜΕΡΙΜΝΗΣ ΠΟΝΤΙΟΚΑΥΚΑΣΙΩΝ <box>483 728 637 740</box>
jeweler-ad-title: ΚΟΣΜΑ ΜΕΓΑΛΟΟΙΚΟΝΟΜΟΥ <box>71 1101 197 1131</box>
fx-value: 74.92 <box>1087 1480 1112 1493</box>
